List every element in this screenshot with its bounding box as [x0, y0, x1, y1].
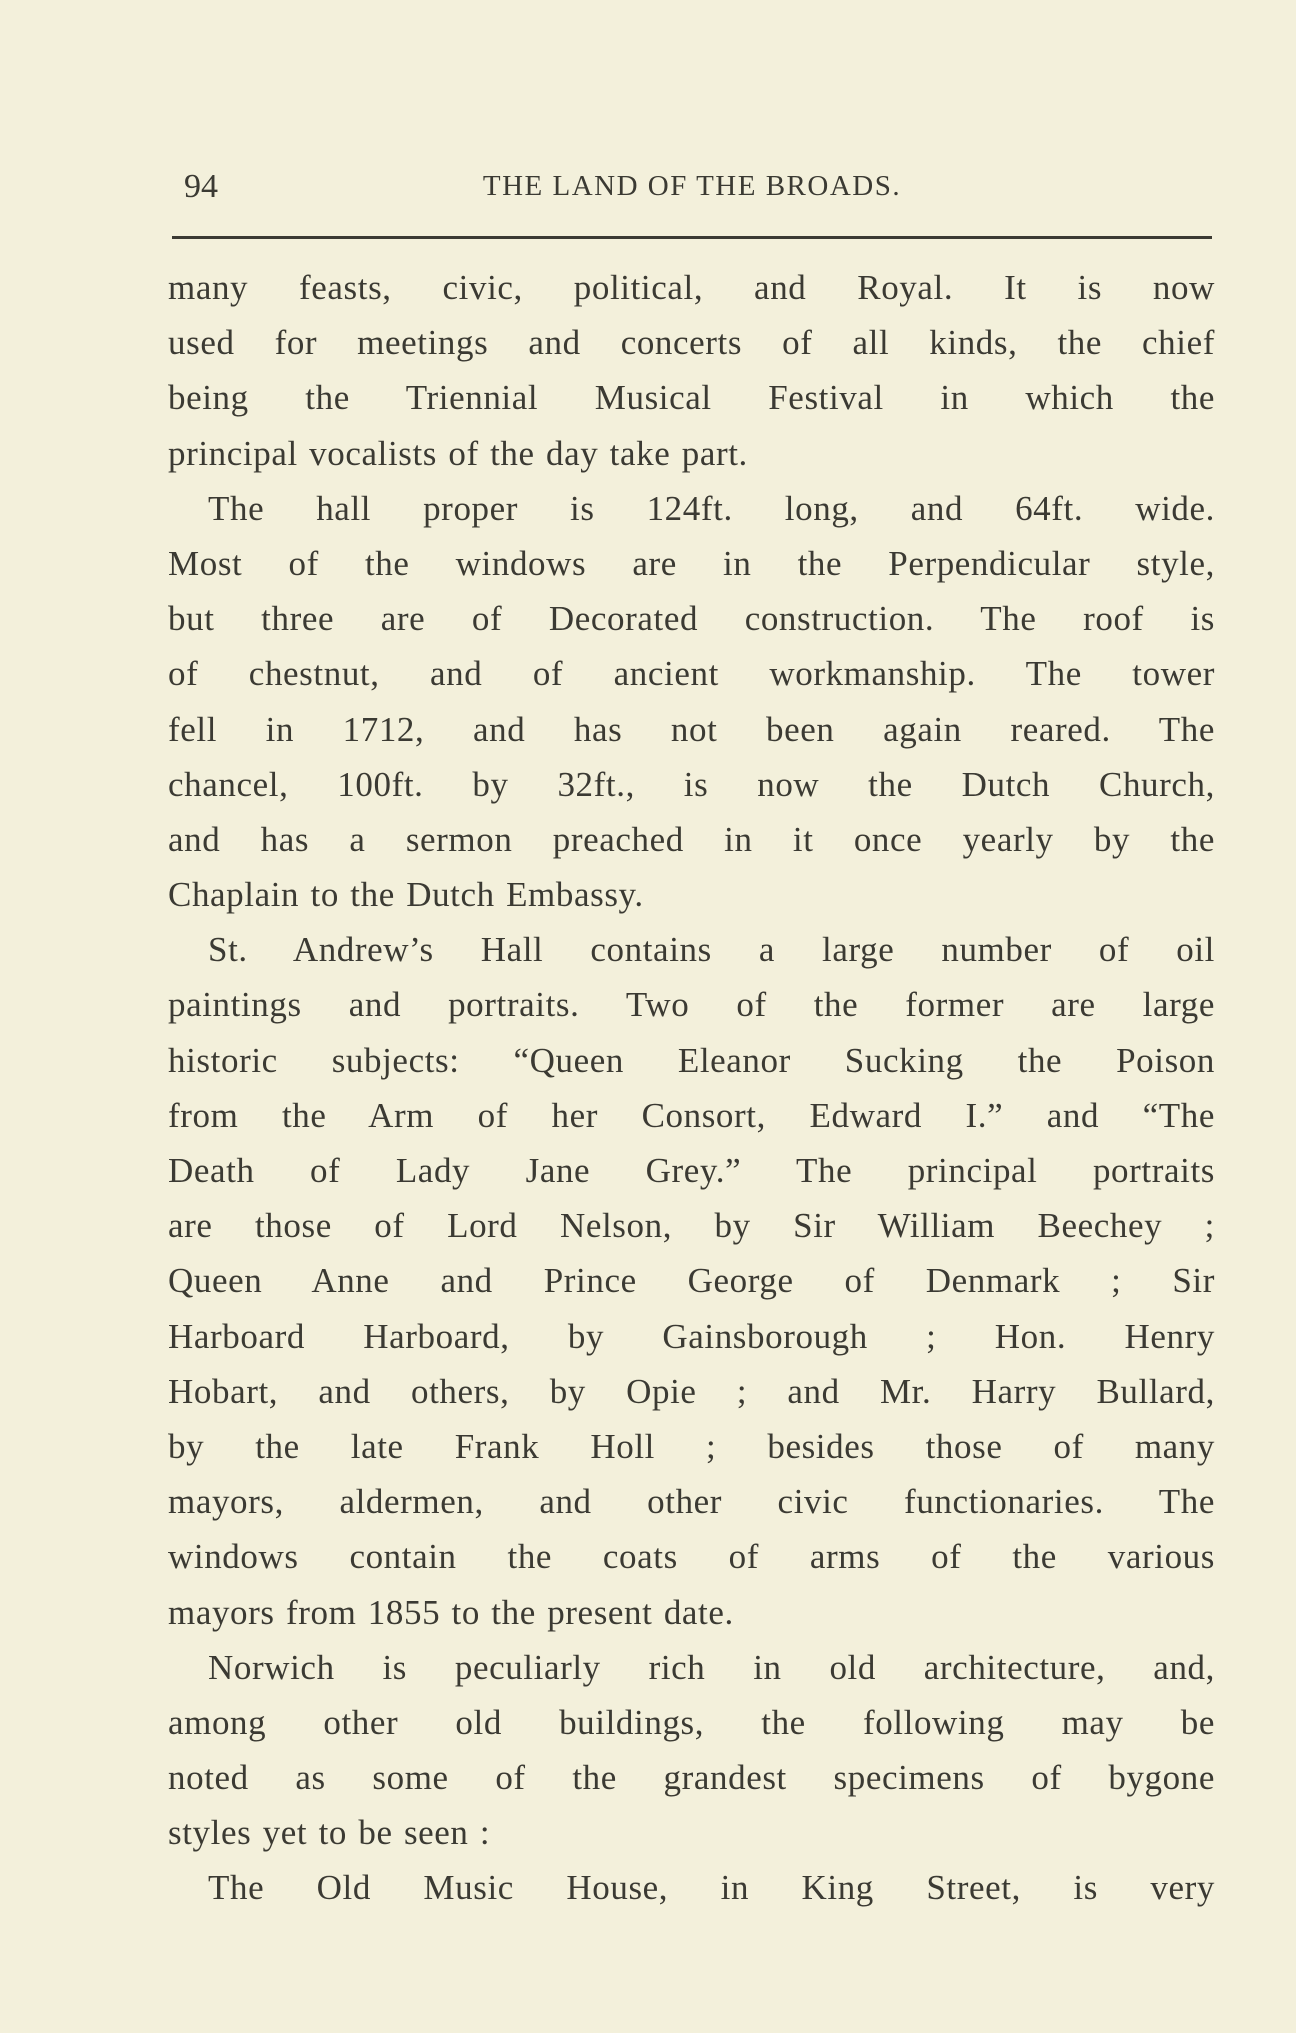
text-line: mayors, aldermen, and other civic functionaries. The [168, 1482, 1215, 1522]
text-line: paintings and portraits. Two of the former are large [168, 985, 1215, 1025]
text-line: Most of the windows are in the Perpendicular style, [168, 543, 1215, 583]
text-line: and has a sermon preached in it once yearly by the [168, 819, 1215, 859]
text-line: The Old Music House, in King Street, is very [208, 1868, 1215, 1908]
text-line: by the late Frank Holl ; besides those of many [168, 1426, 1215, 1466]
text-line: mayors from 1855 to the present date. [168, 1592, 734, 1632]
text-line: historic subjects: “Queen Eleanor Sucking the Poison [168, 1040, 1215, 1080]
text-line: Death of Lady Jane Grey.” The principal portraits [168, 1151, 1215, 1190]
text-line: but three are of Decorated construction. The roof is [168, 599, 1215, 639]
text-line: fell in 1712, and has not been again reared. The [168, 709, 1215, 749]
text-line: Queen Anne and Prince George of Denmark ; Sir [168, 1261, 1215, 1301]
text-line: St. Andrew’s Hall contains a large number of oil [208, 930, 1215, 970]
text-line: Harboard Harboard, by Gainsborough ; Hon. Henry [168, 1316, 1215, 1356]
body-text [168, 260, 1215, 1916]
text-line: Hobart, and others, by Opie ; and Mr. Harry Bullard, [168, 1371, 1215, 1411]
text-line: chancel, 100ft. by 32ft., is now the Dutch Church, [168, 764, 1215, 804]
text-line: used for meetings and concerts of all kinds, the chief [168, 323, 1215, 363]
text-line: many feasts, civic, political, and Royal. It is now [168, 268, 1215, 307]
text-line: of chestnut, and of ancient workmanship. The tower [168, 654, 1215, 694]
page-header [172, 168, 1212, 218]
text-line: Chaplain to the Dutch Embassy. [168, 875, 644, 915]
text-line: are those of Lord Nelson, by Sir William Beechey ; [168, 1206, 1215, 1246]
text-line: Norwich is peculiarly rich in old architecture, and, [208, 1647, 1215, 1687]
header-rule [172, 236, 1212, 239]
text-line: styles yet to be seen : [168, 1813, 491, 1853]
page-number: 94 [184, 168, 218, 205]
text-line: among other old buildings, the following may be [168, 1702, 1215, 1742]
text-line: from the Arm of her Consort, Edward I.” and “The [168, 1095, 1215, 1135]
text-line: windows contain the coats of arms of the various [168, 1537, 1215, 1577]
running-title: THE LAND OF THE BROADS. [482, 170, 902, 202]
text-line: noted as some of the grandest specimens of bygone [168, 1758, 1215, 1798]
text-line: The hall proper is 124ft. long, and 64ft. wide. [208, 488, 1215, 528]
text-line: principal vocalists of the day take part. [168, 433, 748, 473]
text-line: being the Triennial Musical Festival in which the [168, 378, 1215, 418]
